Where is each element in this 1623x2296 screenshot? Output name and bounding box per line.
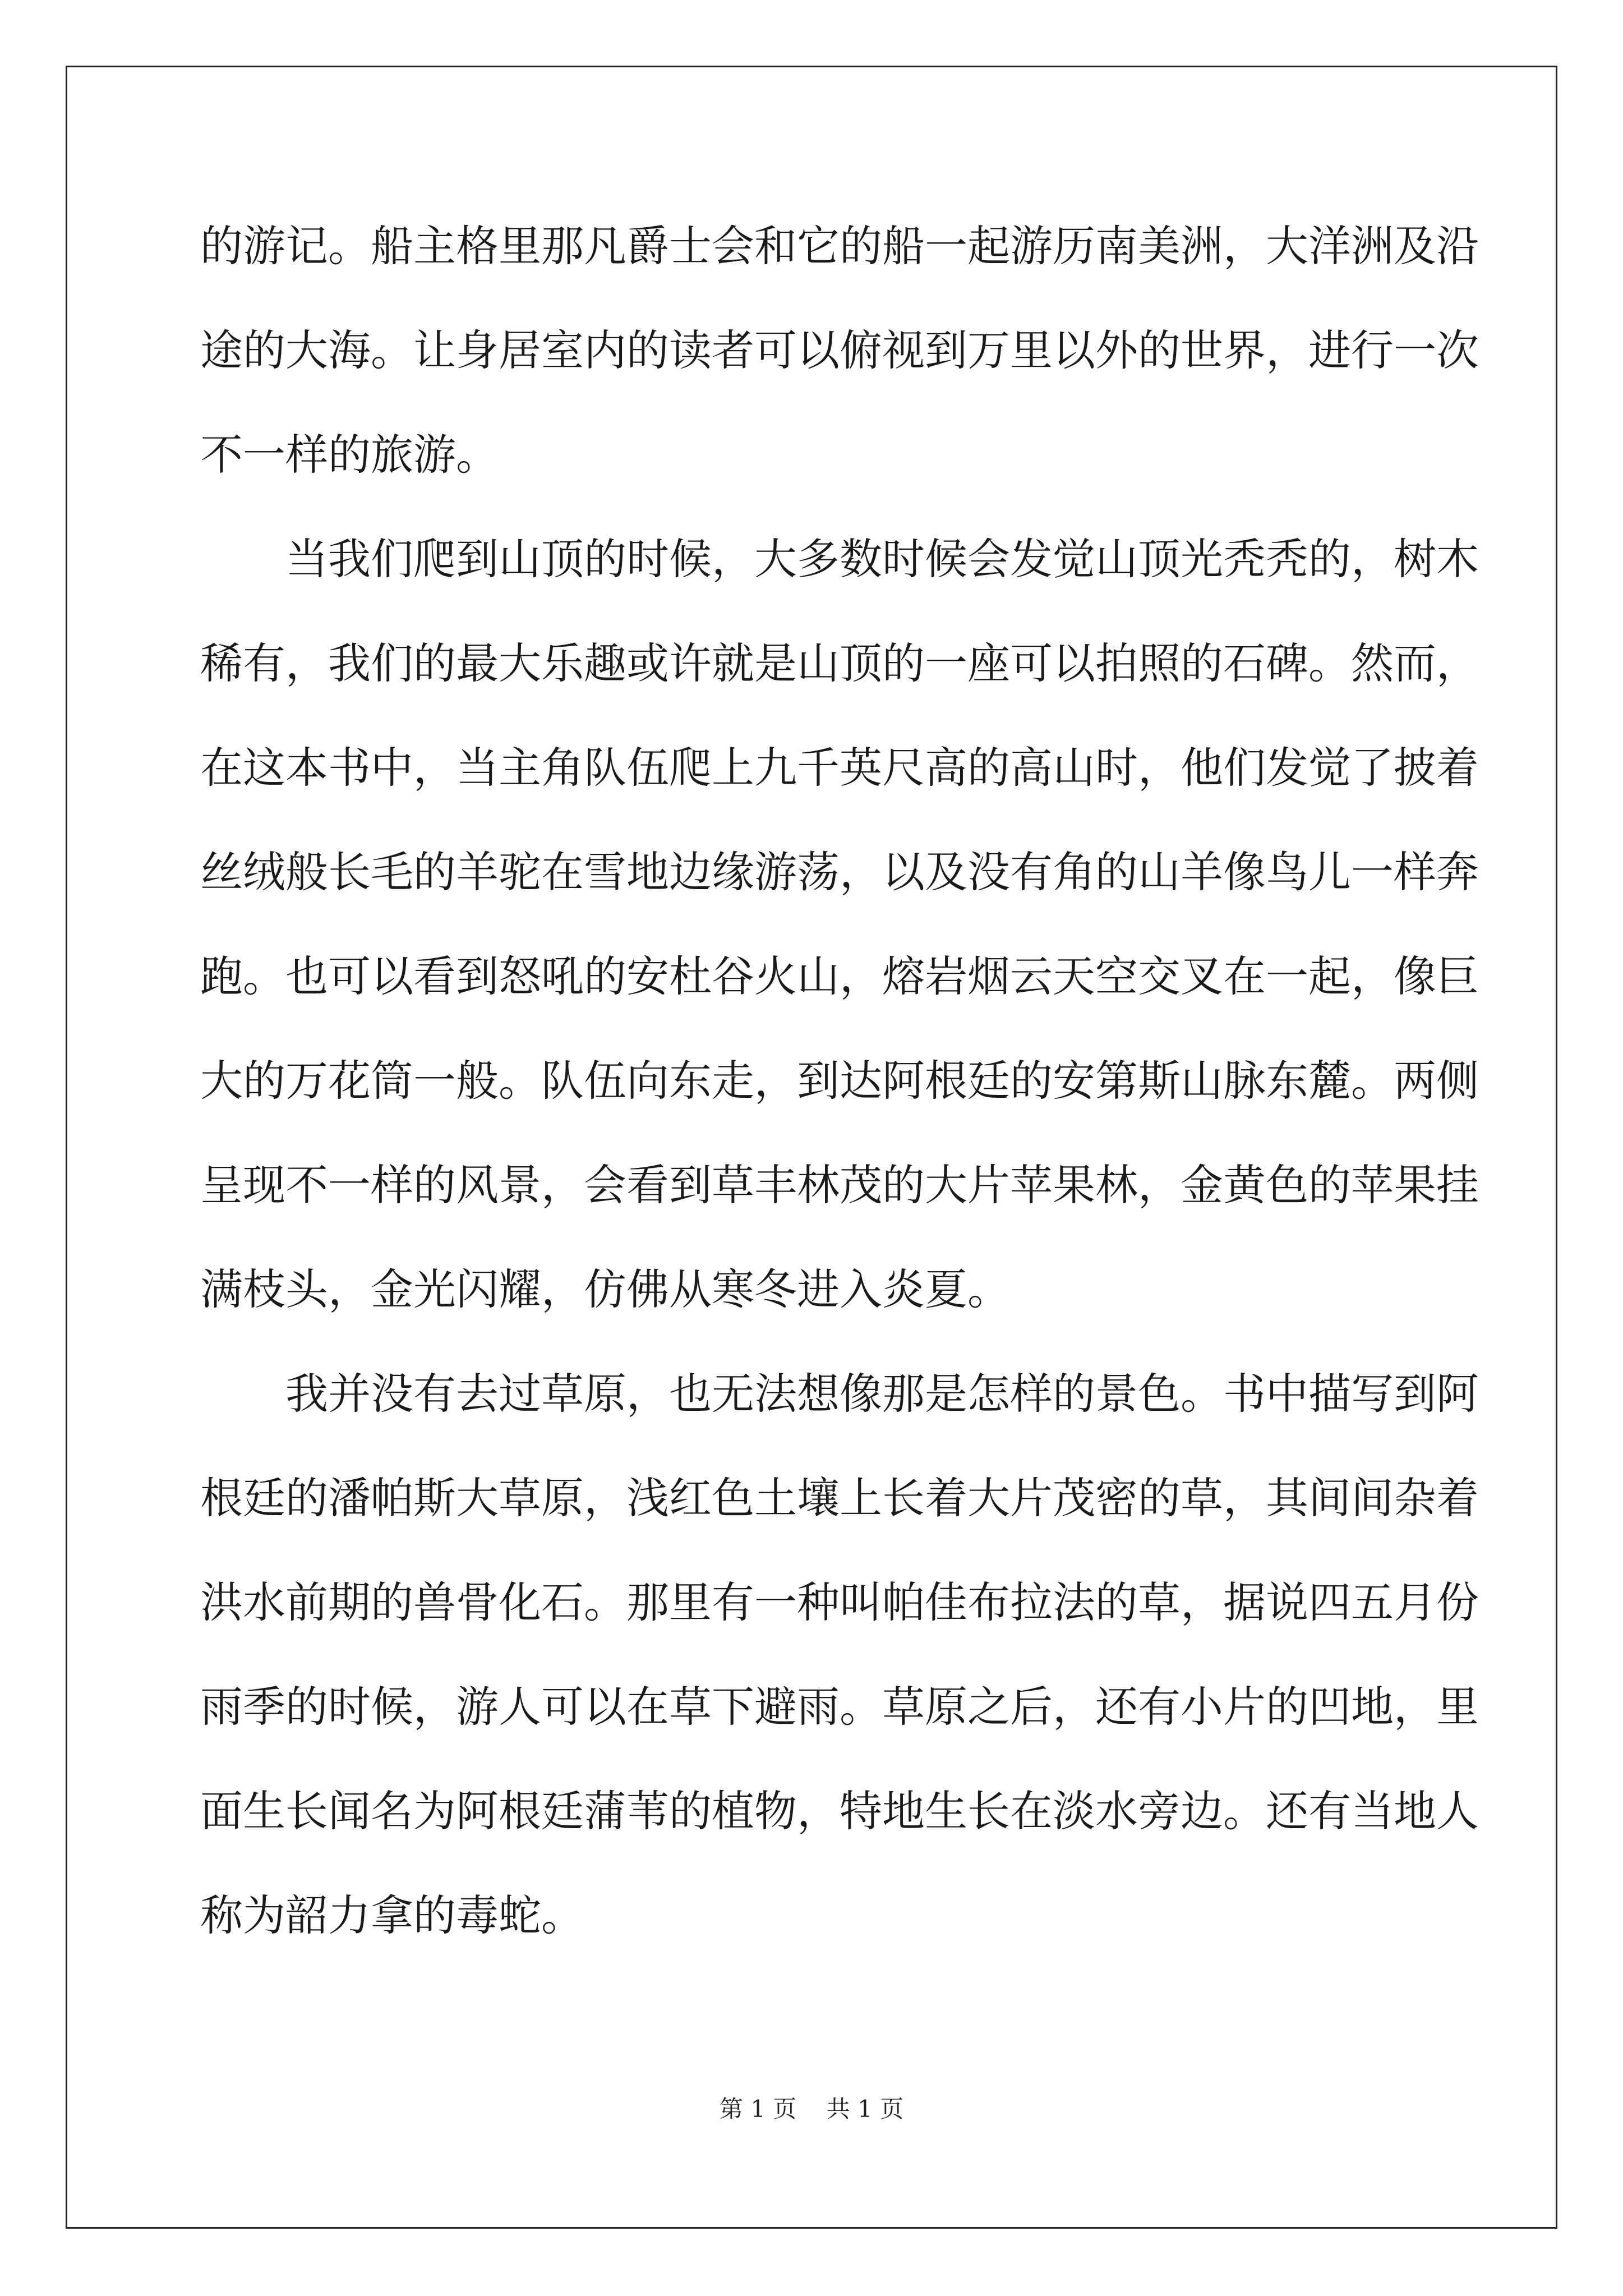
text-line: 当我们爬到山顶的时候，大多数时候会发觉山顶光秃秃的，树木: [285, 534, 1479, 584]
text-line: 满枝头，金光闪耀，仿佛从寒冬进入炎夏。: [200, 1264, 1010, 1314]
text-line: 在这本书中，当主角队伍爬上九千英尺高的高山时，他们发觉了披着: [200, 743, 1479, 793]
text-line: 雨季的时候，游人可以在草下避雨。草原之后，还有小片的凹地，里: [200, 1682, 1479, 1732]
page-number-footer: 第 1 页 共 1 页: [719, 2095, 904, 2123]
text-line: 根廷的潘帕斯大草原，浅红色土壤上长着大片茂密的草，其间间杂着: [200, 1473, 1479, 1523]
text-line: 的游记。船主格里那凡爵士会和它的船一起游历南美洲，大洋洲及沿: [200, 221, 1479, 271]
text-line: 洪水前期的兽骨化石。那里有一种叫帕佳布拉法的草，据说四五月份: [200, 1577, 1479, 1627]
text-line: 大的万花筒一般。队伍向东走，到达阿根廷的安第斯山脉东麓。两侧: [200, 1056, 1479, 1106]
document-body: [200, 194, 1479, 1968]
text-line: 跑。也可以看到怒吼的安杜谷火山，熔岩烟云天空交叉在一起，像巨: [200, 951, 1479, 1001]
text-line: 面生长闻名为阿根廷蒲苇的植物，特地生长在淡水旁边。还有当地人: [200, 1786, 1479, 1836]
text-line: 丝绒般长毛的羊驼在雪地边缘游荡，以及没有角的山羊像鸟儿一样奔: [200, 847, 1479, 897]
text-line: 不一样的旅游。: [200, 430, 499, 480]
text-line: 稀有，我们的最大乐趣或许就是山顶的一座可以拍照的石碑。然而，: [200, 638, 1479, 688]
text-line: 我并没有去过草原，也无法想像那是怎样的景色。书中描写到阿: [285, 1369, 1479, 1419]
text-line: 称为韶力拿的毒蛇。: [200, 1890, 584, 1940]
text-line: 呈现不一样的风景，会看到草丰林茂的大片苹果林，金黄色的苹果挂: [200, 1160, 1479, 1210]
text-line: 途的大海。让身居室内的读者可以俯视到万里以外的世界，进行一次: [200, 325, 1479, 375]
